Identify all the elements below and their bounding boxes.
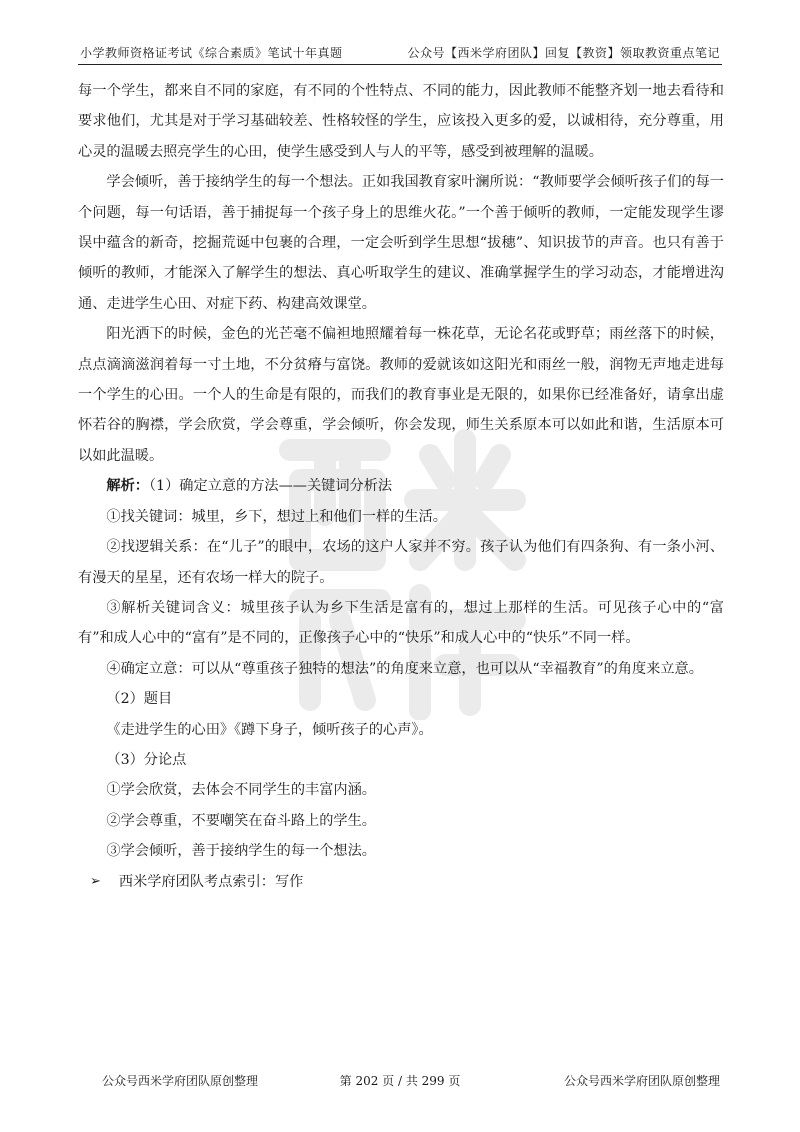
analysis-step-4: ④确定立意：可以从“尊重孩子独特的想法”的角度来立意，也可以从“幸福教育”的角度来立意。 xyxy=(106,660,703,677)
paragraph-3: 阳光洒下的时候，金色的光芒毫不偏袒地照耀着每一株花草，无论名花或野草；雨丝落下的时候，点点滴滴滋润着每一寸土地，不分贫瘠与富饶。教师的爱就该如这阳光和雨丝一般，润物无声地走进每一个学生的心田。一个人的生命是有限的，而我们的教育事业是无限的，如果你已经准备好，请拿出虚怀若谷的胸襟，学会欣赏，学会尊重，学会倾听，你会发现，师生关系原本可以如此和谐，生活原本可以如此温暖。 xyxy=(78,326,724,464)
page-number: 第 202 页 / 共 299 页 xyxy=(339,1074,461,1088)
footer-left-note: 公众号西米学府团队原创整理 xyxy=(102,1074,259,1088)
header-left-title: 小学教师资格证考试《综合素质》笔试十年真题 xyxy=(80,46,343,60)
points-section-label: （3）分论点 xyxy=(106,751,187,768)
analysis-step-2: ②找逻辑关系：在“儿子”的眼中，农场的这户人家并不穷。孩子认为他们有四条狗、有一条小河、有漫天的星星，还有农场一样大的院子。 xyxy=(78,539,724,586)
topic-index xyxy=(78,867,724,897)
analysis-label: 解析： xyxy=(106,478,149,495)
title-section-value: 《走进学生的心田》《蹲下身子，倾听孩子的心声》。 xyxy=(106,721,433,738)
point-2: ②学会尊重，不要嘲笑在奋斗路上的学生。 xyxy=(106,812,376,829)
document-body xyxy=(78,76,724,897)
analysis-step-3: ③解析关键词含义：城里孩子认为乡下生活是富有的，想过上那样的生活。可见孩子心中的“富有”和成人心中的“富有”是不同的，正像孩子心中的“快乐”和成人心中的“快乐”不同一样。 xyxy=(78,599,724,647)
arrow-bullet-icon: ➢ xyxy=(90,873,101,889)
analysis-heading xyxy=(78,471,724,501)
header-divider xyxy=(78,64,722,65)
paragraph-2: 学会倾听，善于接纳学生的每一个想法。正如我国教育家叶澜所说：“教师要学会倾听孩子们的每一个问题，每一句话语，善于捕捉每一个孩子身上的思维火花。”一个善于倾听的教师，一定能发现学生谬误中蕴含的新奇，挖掘荒诞中包裹的合理，一定会听到学生思想“拔穗”、知识拔节的声音。也只有善于倾听的教师，才能深入了解学生的想法、真心听取学生的建议、准确掌握学生的学习动态，才能增进沟通、走进学生心田、对症下药、构建高效课堂。 xyxy=(78,174,724,312)
analysis-step-1: ①找关键词：城里，乡下，想过上和他们一样的生活。 xyxy=(106,508,447,525)
paragraph-1: 每一个学生，都来自不同的家庭，有不同的个性特点、不同的能力，因此教师不能整齐划一地去看待和要求他们，尤其是对于学习基础较差、性格较怪的学生，应该投入更多的爱，以诚相待，充分尊重，用心灵的温暖去照亮学生的心田，使学生感受到人与人的平等，感受到被理解的温暖。 xyxy=(78,83,724,160)
point-3: ③学会倾听，善于接纳学生的每一个想法。 xyxy=(106,843,376,860)
page-footer xyxy=(80,1072,720,1092)
header-right-note: 公众号【西米学府团队】回复【教资】领取教资重点笔记 xyxy=(407,46,720,60)
footer-right-note: 公众号西米学府团队原创整理 xyxy=(563,1074,720,1088)
topic-index-text: 西米学府团队考点索引：写作 xyxy=(118,873,304,890)
point-1: ①学会欣赏，去体会不同学生的丰富内涵。 xyxy=(106,782,376,799)
page-header xyxy=(80,44,720,64)
title-section-label: （2）题目 xyxy=(106,691,173,708)
analysis-title: （1）确定立意的方法——关键词分析法 xyxy=(148,478,393,495)
